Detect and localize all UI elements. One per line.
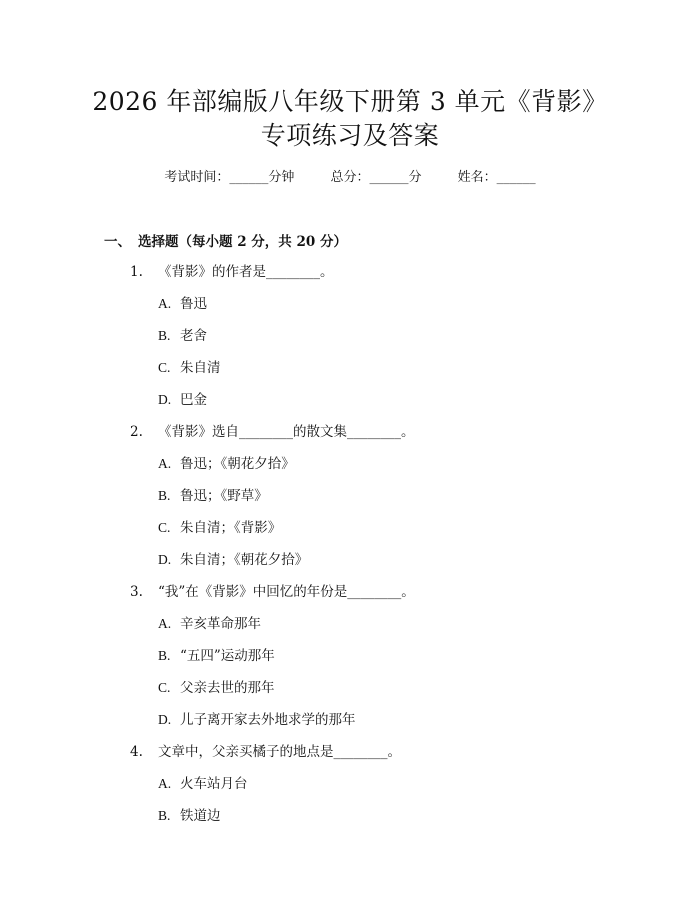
option-text: 朱自清；《朝花夕拾》 [180, 552, 309, 568]
option-text: 鲁迅；《朝花夕拾》 [180, 456, 295, 472]
option-text: 巴金 [180, 392, 207, 408]
question-text: 《背影》的作者是________。 [158, 264, 334, 280]
question-4-option-b [158, 806, 221, 826]
page-title-line-2: 专项练习及答案 [260, 121, 440, 150]
student-name-field: 姓名：______ [457, 170, 536, 185]
question-number: 3. [130, 584, 143, 600]
question-1 [130, 262, 334, 282]
option-letter: B. [158, 488, 171, 503]
question-text: 文章中，父亲买橘子的地点是________。 [158, 744, 401, 760]
option-letter: C. [158, 360, 171, 375]
exam-time-field: 考试时间：______分钟 [164, 170, 295, 185]
question-1-option-b [158, 326, 207, 346]
option-letter: C. [158, 520, 171, 535]
question-3-option-c [158, 678, 275, 698]
option-text: 辛亥革命那年 [180, 616, 261, 632]
option-text: 老舍 [180, 328, 207, 344]
option-text: 父亲去世的那年 [180, 680, 275, 696]
question-4-option-a [158, 774, 248, 794]
option-text: 朱自清 [180, 360, 221, 376]
question-2-option-a [158, 454, 295, 474]
question-3 [130, 582, 415, 602]
exam-info-row [0, 168, 700, 188]
option-letter: B. [158, 328, 171, 343]
question-1-option-d [158, 390, 207, 410]
option-text: 火车站月台 [180, 776, 248, 792]
option-text: “五四”运动那年 [180, 648, 275, 664]
question-2-option-b [158, 486, 268, 506]
question-1-option-a [158, 294, 207, 314]
question-2 [130, 422, 415, 442]
option-text: 鲁迅；《野草》 [180, 488, 268, 504]
question-3-option-a [158, 614, 261, 634]
question-3-option-b [158, 646, 275, 666]
question-2-option-c [158, 518, 281, 538]
question-4 [130, 742, 401, 762]
option-text: 儿子离开家去外地求学的那年 [180, 712, 356, 728]
option-letter: A. [158, 616, 172, 631]
option-letter: D. [158, 392, 172, 407]
question-2-option-d [158, 550, 308, 570]
option-text: 铁道边 [180, 808, 221, 824]
option-text: 朱自清；《背影》 [180, 520, 282, 536]
option-letter: C. [158, 680, 171, 695]
question-text: 《背影》选自________的散文集________。 [158, 424, 415, 440]
section-number: 一、 [104, 234, 131, 250]
question-text: “我”在《背影》中回忆的年份是________。 [158, 584, 415, 600]
section-title: 选择题（每小题 2 分，共 20 分） [138, 234, 347, 250]
total-score-field: 总分：______分 [330, 170, 422, 185]
question-number: 4. [130, 744, 143, 760]
option-text: 鲁迅 [180, 296, 207, 312]
section-heading [104, 232, 347, 252]
option-letter: D. [158, 552, 172, 567]
option-letter: B. [158, 808, 171, 823]
question-number: 2. [130, 424, 143, 440]
option-letter: A. [158, 456, 172, 471]
question-3-option-d [158, 710, 356, 730]
page-title-line-1: 2026 年部编版八年级下册第 3 单元《背影》 [92, 87, 608, 116]
option-letter: A. [158, 776, 172, 791]
question-1-option-c [158, 358, 221, 378]
option-letter: B. [158, 648, 171, 663]
question-number: 1. [130, 264, 143, 280]
option-letter: D. [158, 712, 172, 727]
option-letter: A. [158, 296, 172, 311]
